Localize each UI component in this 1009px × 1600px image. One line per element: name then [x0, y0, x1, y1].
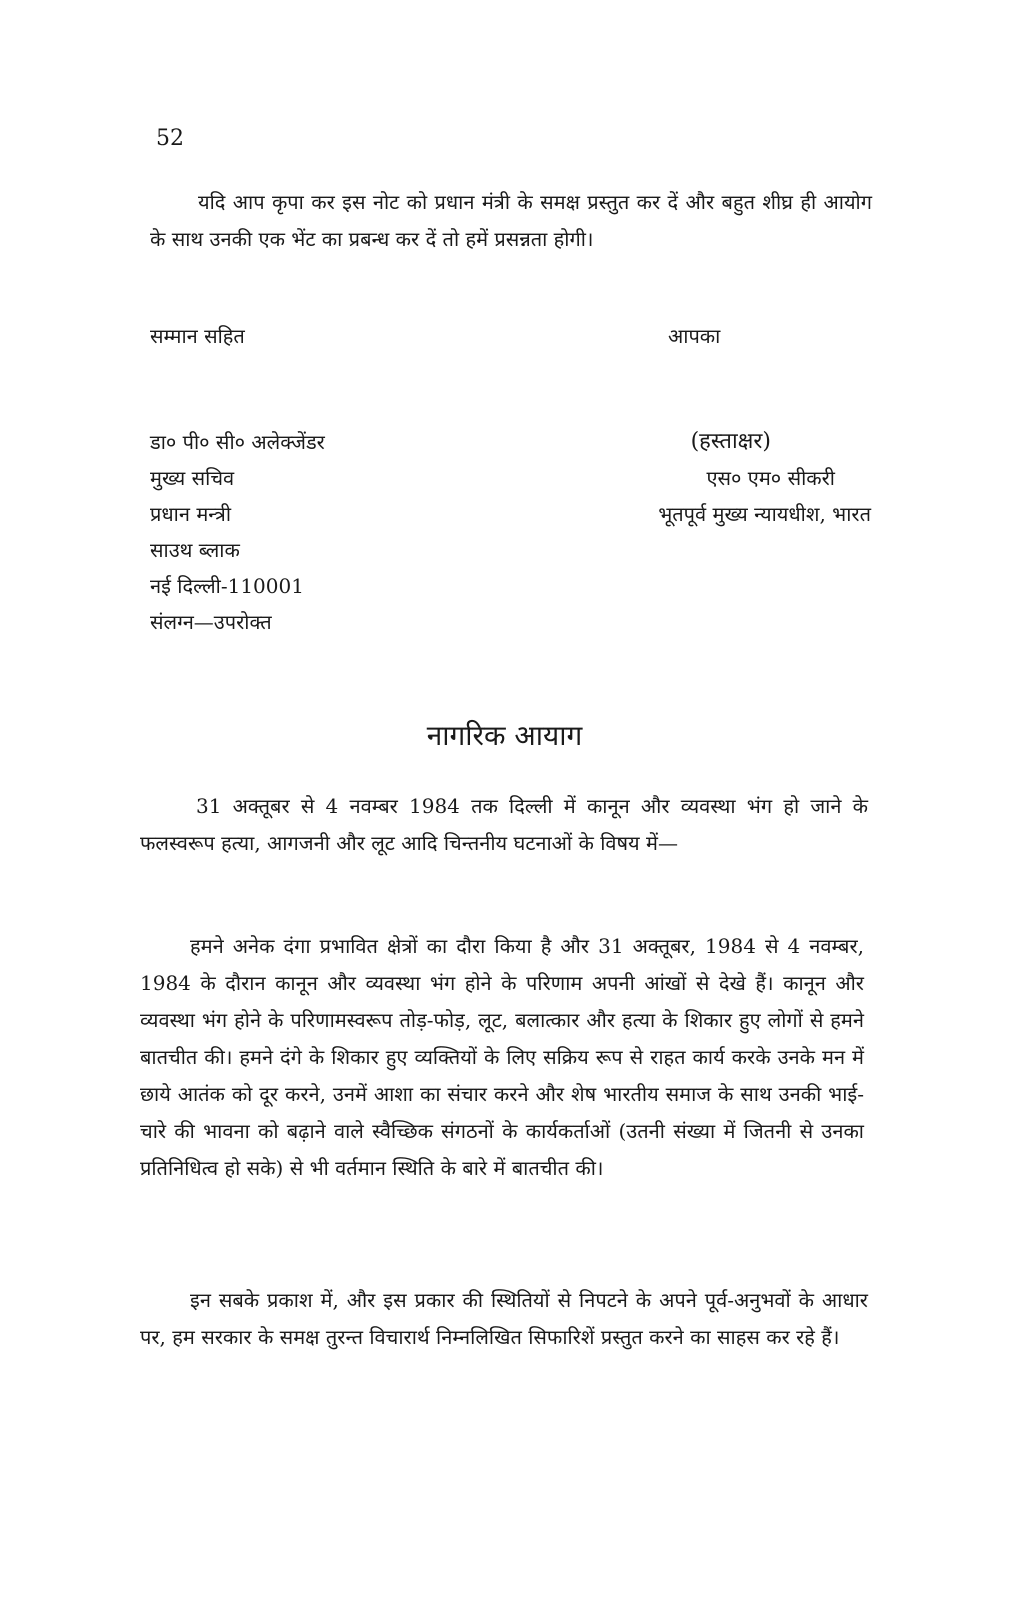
recipient-address: [150, 424, 325, 640]
enclosure-line: संलग्न—उपरोक्त: [150, 610, 272, 634]
closing: आपका: [668, 324, 721, 348]
address-line: प्रधान मन्त्री: [150, 502, 231, 526]
signatory-name: एस० एम० सीकरी: [706, 466, 835, 490]
address-line: साउथ ब्लाक: [150, 538, 240, 562]
letter-paragraph: यदि आप कृपा कर इस नोट को प्रधान मंत्री के समक्ष प्रस्तुत कर दें और बहुत शीघ्र ही आयोग के साथ उनकी एक भेंट का प्रबन्ध कर दें तो हमें प्रसन्नता होगी।: [150, 190, 872, 251]
salutation: सम्मान सहित: [150, 324, 245, 348]
signature-block: [658, 424, 871, 532]
section-paragraph: 31 अक्तूबर से 4 नवम्बर 1984 तक दिल्ली में कानून और व्यवस्था भंग हो जाने के फलस्वरूप हत्या, आगजनी और लूट आदि चिन्तनीय घटनाओं के विषय में—: [140, 794, 868, 855]
address-line: मुख्य सचिव: [150, 466, 235, 490]
page-number: 52: [156, 126, 184, 151]
signatory-designation: भूतपूर्व मुख्य न्यायधीश, भारत: [658, 502, 871, 526]
signature-mark: (हस्ताक्षर): [690, 429, 771, 454]
section-paragraph: इन सबके प्रकाश में, और इस प्रकार की स्थितियों से निपटने के अपने पूर्व-अनुभवों के आधार पर, हम सरकार के समक्ष तुरन्त विचारार्थ निम्नलिखित सिफारिशें प्रस्तुत करने का साहस कर रहे हैं।: [140, 1288, 868, 1349]
address-line: डा० पी० सी० अलेक्जेंडर: [150, 430, 325, 454]
section-heading: नागरिक आयाग: [426, 719, 583, 752]
section-paragraph: हमने अनेक दंगा प्रभावित क्षेत्रों का दौरा किया है और 31 अक्तूबर, 1984 से 4 नवम्बर, 1984 के दौरान कानून और व्यवस्था भंग होने के परिणाम अपनी आंखों से देखे हैं। कानून और व्यवस्था भंग होने के परिणामस्वरूप तोड़-फोड़, लूट, बलात्कार और हत्या के शिकार हुए लोगों से हमने बातचीत की। हमने दंगे के शिकार हुए व्यक्तियों के लिए सक्रिय रूप से राहत कार्य करके उनके मन में छाये आतंक को दूर करने, उनमें आशा का संचार करने और शेष भारतीय समाज के साथ उनकी भाई-चारे की भावना को बढ़ाने वाले स्वैच्छिक संगठनों के कार्यकर्ताओं (उतनी संख्या में जितनी से उनका प्रतिनिधित्व हो सके) से भी वर्तमान स्थिति के बारे में बातचीत की।: [140, 934, 864, 1180]
address-line: नई दिल्ली-110001: [150, 574, 304, 598]
